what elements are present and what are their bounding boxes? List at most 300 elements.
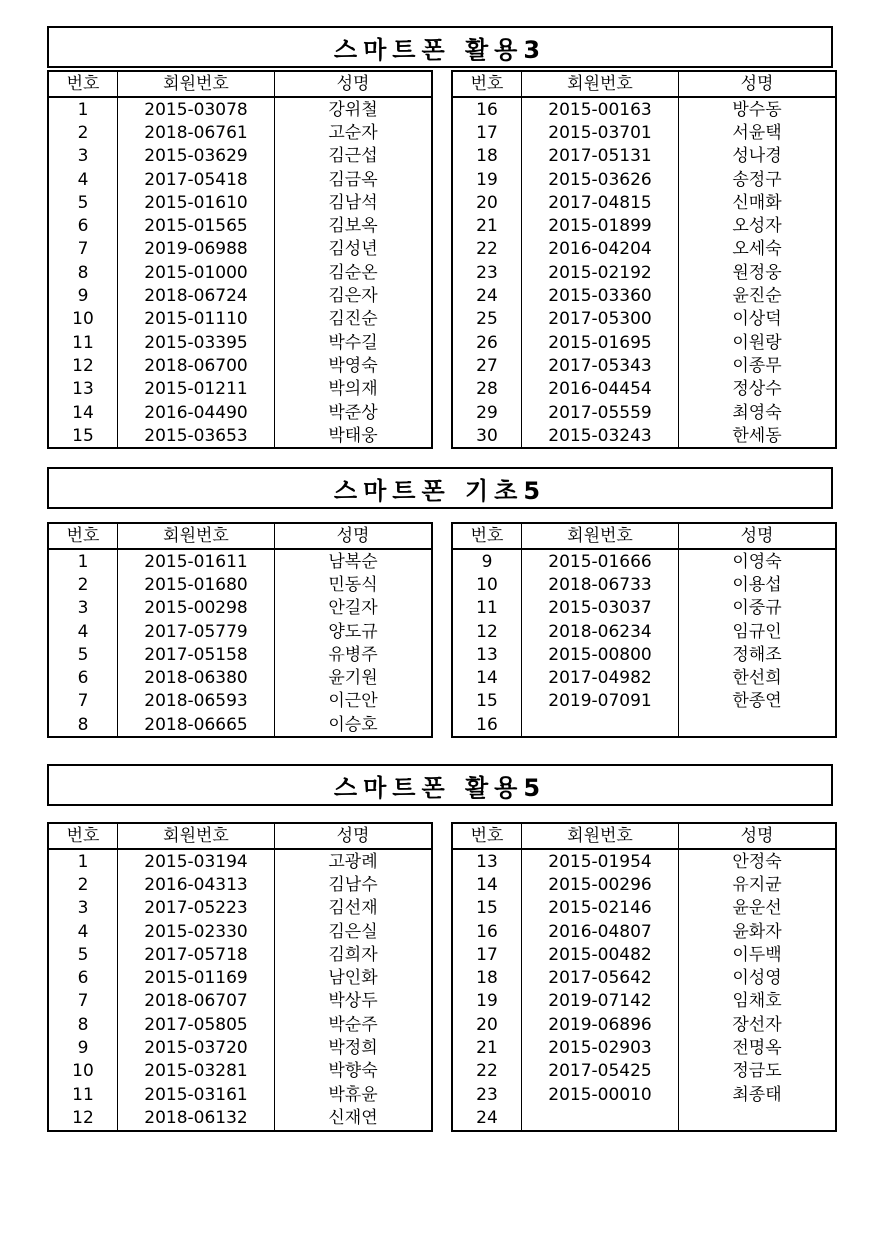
cell-member-id: 2015-03243 — [522, 424, 679, 448]
cell-number: 7 — [48, 990, 118, 1013]
table-row — [452, 308, 836, 331]
table-row — [48, 238, 432, 261]
roster-table-3-right — [451, 822, 837, 1132]
table-row — [48, 331, 432, 354]
cell-number: 15 — [452, 690, 522, 713]
cell-member-id: 2015-03161 — [118, 1083, 275, 1106]
table-row — [452, 990, 836, 1013]
cell-name: 김진순 — [275, 308, 433, 331]
cell-number: 3 — [48, 597, 118, 620]
table-row — [452, 1013, 836, 1036]
table-row — [452, 643, 836, 666]
cell-number: 14 — [452, 666, 522, 689]
cell-name: 한종연 — [679, 690, 837, 713]
cell-number: 22 — [452, 1060, 522, 1083]
cell-name: 이중규 — [679, 597, 837, 620]
table-row — [452, 1060, 836, 1083]
cell-member-id: 2019-06988 — [118, 238, 275, 261]
cell-member-id: 2018-06724 — [118, 284, 275, 307]
cell-member-id: 2017-04982 — [522, 666, 679, 689]
cell-name: 김은자 — [275, 284, 433, 307]
table-row — [452, 145, 836, 168]
table-row — [452, 897, 836, 920]
header-member-id: 회원번호 — [118, 823, 275, 849]
cell-member-id: 2015-02903 — [522, 1036, 679, 1059]
cell-number: 1 — [48, 849, 118, 873]
cell-name: 윤화자 — [679, 920, 837, 943]
cell-name: 김보옥 — [275, 214, 433, 237]
cell-member-id: 2015-03360 — [522, 284, 679, 307]
cell-number: 4 — [48, 168, 118, 191]
table-row — [452, 97, 836, 121]
table-row — [48, 168, 432, 191]
cell-name: 이두백 — [679, 943, 837, 966]
table-row — [48, 620, 432, 643]
cell-member-id: 2017-05223 — [118, 897, 275, 920]
cell-member-id: 2017-05718 — [118, 943, 275, 966]
cell-number: 2 — [48, 573, 118, 596]
cell-number: 7 — [48, 238, 118, 261]
cell-name: 박수길 — [275, 331, 433, 354]
table-row — [48, 666, 432, 689]
cell-member-id: 2015-03281 — [118, 1060, 275, 1083]
table-header-row — [452, 523, 836, 549]
cell-number: 23 — [452, 1083, 522, 1106]
cell-member-id: 2017-05158 — [118, 643, 275, 666]
cell-name: 임채호 — [679, 990, 837, 1013]
table-row — [48, 713, 432, 737]
cell-member-id: 2016-04313 — [118, 873, 275, 896]
table-row — [48, 121, 432, 144]
table-row — [452, 573, 836, 596]
cell-number: 13 — [48, 378, 118, 401]
cell-name: 김성년 — [275, 238, 433, 261]
table-row — [452, 191, 836, 214]
table-row — [48, 873, 432, 896]
cell-member-id: 2018-06593 — [118, 690, 275, 713]
cell-member-id: 2016-04204 — [522, 238, 679, 261]
cell-name: 김근섭 — [275, 145, 433, 168]
roster-table-3-left — [47, 822, 433, 1132]
cell-name: 김은실 — [275, 920, 433, 943]
cell-number: 9 — [48, 1036, 118, 1059]
cell-name: 김선재 — [275, 897, 433, 920]
cell-number: 21 — [452, 1036, 522, 1059]
table-row — [48, 354, 432, 377]
cell-member-id: 2015-01680 — [118, 573, 275, 596]
cell-number: 3 — [48, 145, 118, 168]
cell-number: 7 — [48, 690, 118, 713]
table-row — [48, 284, 432, 307]
cell-name: 박의재 — [275, 378, 433, 401]
header-number: 번호 — [452, 823, 522, 849]
header-member-id: 회원번호 — [522, 523, 679, 549]
table-row — [452, 1083, 836, 1106]
cell-member-id: 2016-04454 — [522, 378, 679, 401]
cell-member-id — [522, 1106, 679, 1130]
cell-number: 21 — [452, 214, 522, 237]
cell-number: 10 — [48, 308, 118, 331]
roster-table-1-right — [451, 70, 837, 449]
table-header-row — [48, 823, 432, 849]
cell-number: 28 — [452, 378, 522, 401]
cell-number: 18 — [452, 966, 522, 989]
table-row — [452, 1036, 836, 1059]
cell-name: 최영숙 — [679, 401, 837, 424]
cell-name: 한선희 — [679, 666, 837, 689]
table-row — [452, 401, 836, 424]
cell-member-id: 2016-04490 — [118, 401, 275, 424]
table-row — [452, 966, 836, 989]
cell-name: 방수동 — [679, 97, 837, 121]
cell-number: 6 — [48, 214, 118, 237]
table-row — [48, 261, 432, 284]
table-row — [452, 1106, 836, 1130]
cell-name: 안정숙 — [679, 849, 837, 873]
cell-name: 서윤택 — [679, 121, 837, 144]
cell-name: 강위철 — [275, 97, 433, 121]
table-row — [48, 1013, 432, 1036]
table-row — [48, 1036, 432, 1059]
cell-member-id: 2015-03720 — [118, 1036, 275, 1059]
roster-table-2-left — [47, 522, 433, 738]
table-row — [48, 214, 432, 237]
cell-number: 12 — [452, 620, 522, 643]
cell-number: 9 — [48, 284, 118, 307]
cell-number: 12 — [48, 354, 118, 377]
cell-name: 유지균 — [679, 873, 837, 896]
cell-member-id: 2015-02330 — [118, 920, 275, 943]
cell-name: 이성영 — [679, 966, 837, 989]
table-row — [48, 378, 432, 401]
header-member-id: 회원번호 — [522, 823, 679, 849]
cell-member-id: 2015-01565 — [118, 214, 275, 237]
cell-member-id: 2018-06700 — [118, 354, 275, 377]
cell-name: 박영숙 — [275, 354, 433, 377]
cell-number: 22 — [452, 238, 522, 261]
cell-number: 2 — [48, 121, 118, 144]
cell-name: 박향숙 — [275, 1060, 433, 1083]
cell-member-id: 2019-07091 — [522, 690, 679, 713]
table-row — [452, 873, 836, 896]
table-row — [48, 643, 432, 666]
cell-number: 11 — [452, 597, 522, 620]
table-row — [48, 573, 432, 596]
cell-number: 19 — [452, 990, 522, 1013]
cell-member-id: 2017-05425 — [522, 1060, 679, 1083]
cell-name: 안길자 — [275, 597, 433, 620]
cell-name: 오세숙 — [679, 238, 837, 261]
cell-number: 1 — [48, 97, 118, 121]
cell-member-id: 2015-01695 — [522, 331, 679, 354]
cell-member-id: 2015-00010 — [522, 1083, 679, 1106]
cell-number: 24 — [452, 284, 522, 307]
cell-number: 19 — [452, 168, 522, 191]
cell-name — [679, 713, 837, 737]
header-number: 번호 — [452, 71, 522, 97]
cell-name: 이상덕 — [679, 308, 837, 331]
section-title-2: 스마트폰 기초5 — [47, 467, 833, 509]
cell-member-id: 2015-03701 — [522, 121, 679, 144]
table-row — [48, 597, 432, 620]
cell-member-id: 2019-06896 — [522, 1013, 679, 1036]
cell-number: 16 — [452, 713, 522, 737]
cell-member-id: 2015-01000 — [118, 261, 275, 284]
cell-number: 4 — [48, 920, 118, 943]
cell-name: 양도규 — [275, 620, 433, 643]
header-name: 성명 — [275, 823, 433, 849]
table-row — [48, 920, 432, 943]
cell-name: 박준상 — [275, 401, 433, 424]
cell-member-id: 2015-00298 — [118, 597, 275, 620]
cell-name: 최종태 — [679, 1083, 837, 1106]
header-number: 번호 — [48, 823, 118, 849]
cell-member-id: 2015-00482 — [522, 943, 679, 966]
cell-member-id: 2017-05131 — [522, 145, 679, 168]
cell-member-id: 2015-01169 — [118, 966, 275, 989]
cell-member-id: 2015-01211 — [118, 378, 275, 401]
header-name: 성명 — [275, 71, 433, 97]
cell-number: 2 — [48, 873, 118, 896]
roster-table-1-left — [47, 70, 433, 449]
table-row — [48, 897, 432, 920]
table-row — [452, 620, 836, 643]
roster-table-2-right — [451, 522, 837, 738]
cell-name: 민동식 — [275, 573, 433, 596]
cell-member-id: 2017-05559 — [522, 401, 679, 424]
cell-member-id: 2018-06380 — [118, 666, 275, 689]
cell-member-id: 2018-06733 — [522, 573, 679, 596]
section-title-1: 스마트폰 활용3 — [47, 26, 833, 68]
cell-number: 15 — [48, 424, 118, 448]
cell-name: 고광례 — [275, 849, 433, 873]
table-header-row — [452, 71, 836, 97]
cell-number: 9 — [452, 549, 522, 573]
cell-member-id: 2015-02192 — [522, 261, 679, 284]
table-row — [452, 261, 836, 284]
cell-member-id: 2015-03395 — [118, 331, 275, 354]
table-row — [452, 713, 836, 737]
cell-member-id: 2016-04807 — [522, 920, 679, 943]
table-header-row — [48, 71, 432, 97]
cell-number: 30 — [452, 424, 522, 448]
header-member-id: 회원번호 — [118, 523, 275, 549]
header-number: 번호 — [48, 523, 118, 549]
cell-name: 이원랑 — [679, 331, 837, 354]
cell-member-id: 2017-05779 — [118, 620, 275, 643]
cell-member-id: 2015-03194 — [118, 849, 275, 873]
cell-number: 14 — [452, 873, 522, 896]
cell-name: 정상수 — [679, 378, 837, 401]
cell-name: 김남석 — [275, 191, 433, 214]
cell-number: 3 — [48, 897, 118, 920]
cell-member-id: 2018-06665 — [118, 713, 275, 737]
cell-number: 10 — [48, 1060, 118, 1083]
table-row — [452, 690, 836, 713]
cell-number: 5 — [48, 191, 118, 214]
header-name: 성명 — [679, 523, 837, 549]
table-row — [452, 284, 836, 307]
table-row — [48, 990, 432, 1013]
cell-member-id — [522, 713, 679, 737]
table-row — [452, 378, 836, 401]
cell-member-id: 2015-03078 — [118, 97, 275, 121]
table-row — [48, 690, 432, 713]
cell-name: 임규인 — [679, 620, 837, 643]
cell-number: 26 — [452, 331, 522, 354]
cell-member-id: 2017-05300 — [522, 308, 679, 331]
cell-member-id: 2015-00296 — [522, 873, 679, 896]
table-row — [452, 168, 836, 191]
table-row — [48, 308, 432, 331]
table-row — [452, 666, 836, 689]
cell-number: 4 — [48, 620, 118, 643]
cell-name: 정해조 — [679, 643, 837, 666]
cell-number: 14 — [48, 401, 118, 424]
cell-name: 이영숙 — [679, 549, 837, 573]
cell-member-id: 2017-05343 — [522, 354, 679, 377]
cell-member-id: 2018-06132 — [118, 1106, 275, 1130]
cell-member-id: 2017-05418 — [118, 168, 275, 191]
cell-number: 23 — [452, 261, 522, 284]
cell-number: 17 — [452, 121, 522, 144]
cell-name: 윤운선 — [679, 897, 837, 920]
cell-name: 박휴윤 — [275, 1083, 433, 1106]
cell-number: 13 — [452, 849, 522, 873]
cell-member-id: 2015-03037 — [522, 597, 679, 620]
cell-name: 정금도 — [679, 1060, 837, 1083]
table-row — [452, 597, 836, 620]
table-row — [48, 1083, 432, 1106]
header-member-id: 회원번호 — [522, 71, 679, 97]
cell-number: 16 — [452, 920, 522, 943]
cell-number: 25 — [452, 308, 522, 331]
cell-name: 송정구 — [679, 168, 837, 191]
cell-number: 16 — [452, 97, 522, 121]
cell-member-id: 2018-06761 — [118, 121, 275, 144]
cell-number: 8 — [48, 261, 118, 284]
cell-member-id: 2015-01899 — [522, 214, 679, 237]
cell-member-id: 2015-00163 — [522, 97, 679, 121]
cell-number: 12 — [48, 1106, 118, 1130]
header-name: 성명 — [679, 823, 837, 849]
cell-name: 김순온 — [275, 261, 433, 284]
cell-name — [679, 1106, 837, 1130]
header-name: 성명 — [275, 523, 433, 549]
header-name: 성명 — [679, 71, 837, 97]
cell-number: 24 — [452, 1106, 522, 1130]
cell-number: 11 — [48, 1083, 118, 1106]
cell-name: 이용섭 — [679, 573, 837, 596]
cell-name: 김희자 — [275, 943, 433, 966]
cell-name: 박태웅 — [275, 424, 433, 448]
cell-name: 오성자 — [679, 214, 837, 237]
cell-number: 20 — [452, 1013, 522, 1036]
section-title-3: 스마트폰 활용5 — [47, 764, 833, 806]
cell-number: 15 — [452, 897, 522, 920]
cell-name: 남인화 — [275, 966, 433, 989]
cell-member-id: 2015-01954 — [522, 849, 679, 873]
cell-member-id: 2017-05642 — [522, 966, 679, 989]
cell-name: 이승호 — [275, 713, 433, 737]
cell-name: 신재연 — [275, 1106, 433, 1130]
cell-member-id: 2015-02146 — [522, 897, 679, 920]
cell-number: 29 — [452, 401, 522, 424]
table-row — [452, 549, 836, 573]
cell-number: 11 — [48, 331, 118, 354]
table-header-row — [452, 823, 836, 849]
table-row — [48, 1106, 432, 1130]
table-row — [48, 549, 432, 573]
cell-number: 18 — [452, 145, 522, 168]
cell-member-id: 2015-01666 — [522, 549, 679, 573]
cell-name: 김금옥 — [275, 168, 433, 191]
cell-name: 한세동 — [679, 424, 837, 448]
table-row — [452, 238, 836, 261]
cell-member-id: 2015-03626 — [522, 168, 679, 191]
table-row — [452, 424, 836, 448]
table-row — [48, 424, 432, 448]
table-row — [452, 943, 836, 966]
cell-name: 박상두 — [275, 990, 433, 1013]
table-row — [48, 1060, 432, 1083]
cell-name: 남복순 — [275, 549, 433, 573]
table-row — [452, 121, 836, 144]
cell-member-id: 2019-07142 — [522, 990, 679, 1013]
cell-name: 윤진순 — [679, 284, 837, 307]
table-row — [452, 214, 836, 237]
cell-number: 5 — [48, 643, 118, 666]
cell-member-id: 2015-03629 — [118, 145, 275, 168]
cell-name: 이종무 — [679, 354, 837, 377]
table-row — [48, 943, 432, 966]
table-header-row — [48, 523, 432, 549]
table-row — [48, 97, 432, 121]
cell-name: 전명옥 — [679, 1036, 837, 1059]
table-row — [48, 191, 432, 214]
cell-member-id: 2015-03653 — [118, 424, 275, 448]
cell-number: 20 — [452, 191, 522, 214]
cell-name: 고순자 — [275, 121, 433, 144]
table-row — [48, 966, 432, 989]
cell-number: 13 — [452, 643, 522, 666]
cell-name: 이근안 — [275, 690, 433, 713]
table-row — [452, 920, 836, 943]
cell-number: 10 — [452, 573, 522, 596]
cell-number: 8 — [48, 1013, 118, 1036]
cell-number: 1 — [48, 549, 118, 573]
cell-name: 성나경 — [679, 145, 837, 168]
cell-name: 윤기원 — [275, 666, 433, 689]
table-row — [48, 849, 432, 873]
table-row — [48, 145, 432, 168]
cell-member-id: 2015-01611 — [118, 549, 275, 573]
table-row — [48, 401, 432, 424]
cell-number: 8 — [48, 713, 118, 737]
cell-name: 박순주 — [275, 1013, 433, 1036]
cell-name: 유병주 — [275, 643, 433, 666]
cell-name: 원정웅 — [679, 261, 837, 284]
cell-name: 김남수 — [275, 873, 433, 896]
cell-number: 5 — [48, 943, 118, 966]
cell-member-id: 2017-05805 — [118, 1013, 275, 1036]
cell-name: 장선자 — [679, 1013, 837, 1036]
cell-number: 6 — [48, 966, 118, 989]
table-row — [452, 354, 836, 377]
cell-number: 27 — [452, 354, 522, 377]
header-member-id: 회원번호 — [118, 71, 275, 97]
cell-member-id: 2018-06707 — [118, 990, 275, 1013]
